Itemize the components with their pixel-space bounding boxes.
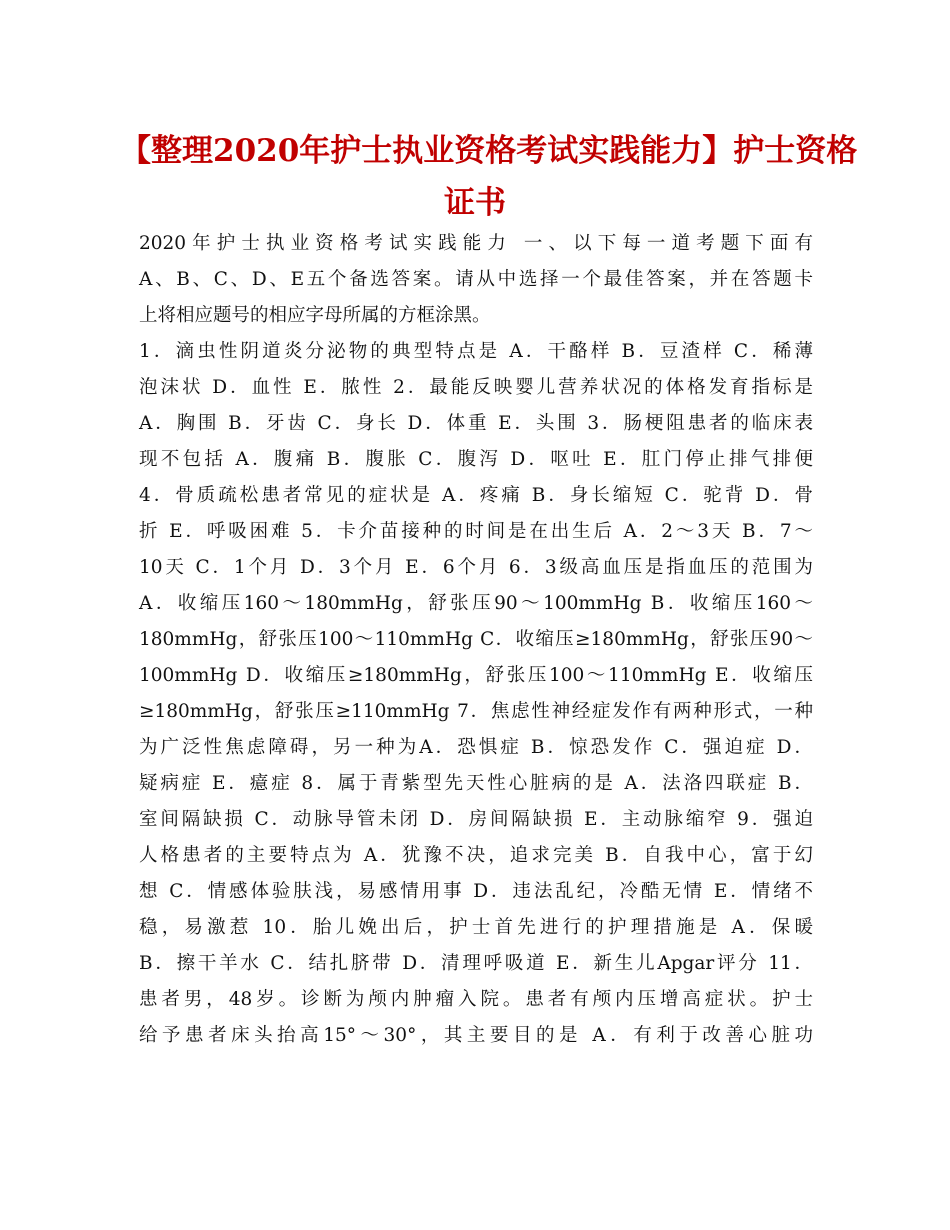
question-line: 稳，易激惹 10．胎儿娩出后，护士首先进行的护理措施是 A．保暖 (139, 917, 813, 938)
document-title-line-2: 证书 (444, 185, 506, 221)
question-line: 室间隔缺损 C．动脉导管未闭 D．房间隔缺损 E．主动脉缩窄 9．强迫 (139, 809, 813, 830)
question-line: 10天 C．1个月 D．3个月 E．6个月 6．3级高血压是指血压的范围为 (139, 557, 813, 578)
question-line: 想 C．情感体验肤浅，易感情用事 D．违法乱纪，冷酷无情 E．情绪不 (139, 881, 813, 902)
question-line: 为广泛性焦虑障碍，另一种为A．恐惧症 B．惊恐发作 C．强迫症 D． (139, 737, 813, 758)
question-line: 100mmHg D．收缩压≥180mmHg，舒张压100～110mmHg E．收缩压 (139, 665, 813, 686)
question-line: 1．滴虫性阴道炎分泌物的典型特点是 A．干酪样 B．豆渣样 C．稀薄 (139, 341, 813, 362)
question-line: 泡沫状 D．血性 E．脓性 2．最能反映婴儿营养状况的体格发育指标是 (139, 377, 813, 398)
question-line: A．胸围 B．牙齿 C．身长 D．体重 E．头围 3．肠梗阻患者的临床表 (139, 413, 813, 434)
question-line: 人格患者的主要特点为 A．犹豫不决，追求完美 B．自我中心，富于幻 (139, 845, 813, 866)
question-line: 4．骨质疏松患者常见的症状是 A．疼痛 B．身长缩短 C．驼背 D．骨 (139, 485, 813, 506)
question-line: 现不包括 A．腹痛 B．腹胀 C．腹泻 D．呕吐 E．肛门停止排气排便 (139, 449, 813, 470)
intro-line: A、B、C、D、E五个备选答案。请从中选择一个最佳答案，并在答题卡 (139, 269, 813, 290)
question-line: 180mmHg，舒张压100～110mmHg C．收缩压≥180mmHg，舒张压90～ (139, 629, 813, 650)
document-title-line-1: 【整理2020年护士执业资格考试实践能力】护士资格 (120, 133, 858, 169)
question-line: 患者男，48岁。诊断为颅内肿瘤入院。患者有颅内压增高症状。护士 (139, 989, 813, 1010)
question-line: 疑病症 E．癔症 8．属于青紫型先天性心脏病的是 A．法洛四联症 B． (139, 773, 813, 794)
question-line: B．擦干羊水 C．结扎脐带 D．清理呼吸道 E．新生儿Apgar评分 11． (139, 953, 813, 974)
intro-line: 上将相应题号的相应字母所属的方框涂黑。 (139, 305, 491, 326)
question-line: A．收缩压160～180mmHg，舒张压90～100mmHg B．收缩压160～ (139, 593, 813, 614)
question-line: 给予患者床头抬高15°～30°，其主要目的是 A．有利于改善心脏功 (139, 1025, 813, 1046)
question-line: ≥180mmHg，舒张压≥110mmHg 7．焦虑性神经症发作有两种形式，一种 (139, 701, 813, 722)
question-line: 折 E．呼吸困难 5．卡介苗接种的时间是在出生后 A．2～3天 B．7～ (139, 521, 813, 542)
intro-line: 2020年护士执业资格考试实践能力 一、以下每一道考题下面有 (139, 233, 813, 254)
